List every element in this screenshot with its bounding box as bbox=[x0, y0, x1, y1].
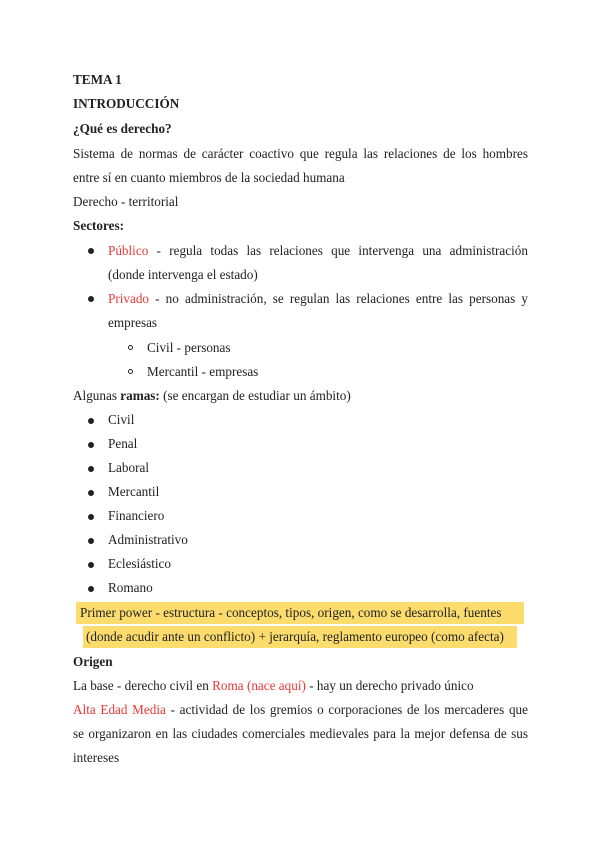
origen-heading: Origen bbox=[73, 654, 113, 669]
question-heading: ¿Qué es derecho? bbox=[73, 121, 172, 136]
bullet-icon bbox=[88, 514, 94, 520]
definition-line-2: entre sí en cuanto miembros de la sociedad humana bbox=[73, 170, 345, 185]
highlight-line-2: (donde acudir ante un conflicto) + jerarquía, reglamento europeo (como afecta) bbox=[86, 629, 504, 644]
bullet-icon bbox=[88, 442, 94, 448]
bullet-icon bbox=[88, 562, 94, 568]
alta-edad-text: - actividad de los gremios o corporaciones de los mercaderes que bbox=[165, 702, 528, 717]
privado-line-2: empresas bbox=[108, 315, 158, 330]
bullet-icon bbox=[88, 466, 94, 472]
bullet-icon bbox=[88, 418, 94, 424]
privado-label: Privado bbox=[108, 291, 150, 306]
rama-item: Administrativo bbox=[108, 532, 188, 547]
origen-base-prefix: La base - derecho civil en bbox=[73, 678, 213, 693]
derecho-territorial: Derecho - territorial bbox=[73, 194, 179, 209]
intro-heading: INTRODUCCIÓN bbox=[73, 96, 180, 111]
rama-item: Mercantil bbox=[108, 484, 160, 499]
privado-line-1 bbox=[108, 290, 528, 308]
rama-item: Laboral bbox=[108, 460, 150, 475]
definition-line-1: Sistema de normas de carácter coactivo que regula las relaciones de los hombres bbox=[73, 146, 528, 161]
privado-text: - no administración, se regulan las relaciones entre las personas y bbox=[149, 291, 528, 306]
publico-line-2: (donde intervenga el estado) bbox=[108, 267, 258, 282]
rama-item: Penal bbox=[108, 436, 138, 451]
origen-base bbox=[73, 677, 474, 695]
rama-item: Civil bbox=[108, 412, 135, 427]
rama-item: Financiero bbox=[108, 508, 165, 523]
alta-edad-line-1 bbox=[73, 701, 528, 719]
rama-item: Eclesiástico bbox=[108, 556, 171, 571]
alta-edad-line-2: se organizaron en las ciudades comerciales medievales para la mejor defensa de sus bbox=[73, 726, 528, 741]
publico-label: Público bbox=[108, 243, 149, 258]
highlight-line-1: Primer power - estructura - conceptos, tipos, origen, como se desarrolla, fuentes bbox=[80, 605, 502, 620]
circle-bullet-icon bbox=[128, 369, 133, 374]
alta-edad-line-3: intereses bbox=[73, 750, 120, 765]
alta-edad-label: Alta Edad Media bbox=[73, 702, 166, 717]
privado-sub-civil: Civil - personas bbox=[147, 340, 231, 355]
bullet-icon bbox=[88, 296, 94, 302]
bullet-icon bbox=[88, 538, 94, 544]
privado-sub-mercantil: Mercantil - empresas bbox=[147, 364, 259, 379]
bullet-icon bbox=[88, 586, 94, 592]
ramas-suffix: (se encargan de estudiar un ámbito) bbox=[159, 388, 351, 403]
sectores-heading: Sectores: bbox=[73, 218, 125, 233]
ramas-bold: ramas: bbox=[120, 388, 160, 403]
circle-bullet-icon bbox=[128, 345, 133, 350]
ramas-intro bbox=[73, 387, 351, 405]
publico-text: - regula todas las relaciones que intervenga una administración bbox=[148, 243, 528, 258]
bullet-icon bbox=[88, 490, 94, 496]
origen-base-suffix: - hay un derecho privado único bbox=[305, 678, 474, 693]
rama-item: Romano bbox=[108, 580, 153, 595]
ramas-prefix: Algunas bbox=[73, 388, 121, 403]
publico-line-1 bbox=[108, 242, 528, 260]
origen-base-red: Roma (nace aquí) bbox=[212, 678, 306, 693]
bullet-icon bbox=[88, 248, 94, 254]
tema-title: TEMA 1 bbox=[73, 72, 122, 87]
